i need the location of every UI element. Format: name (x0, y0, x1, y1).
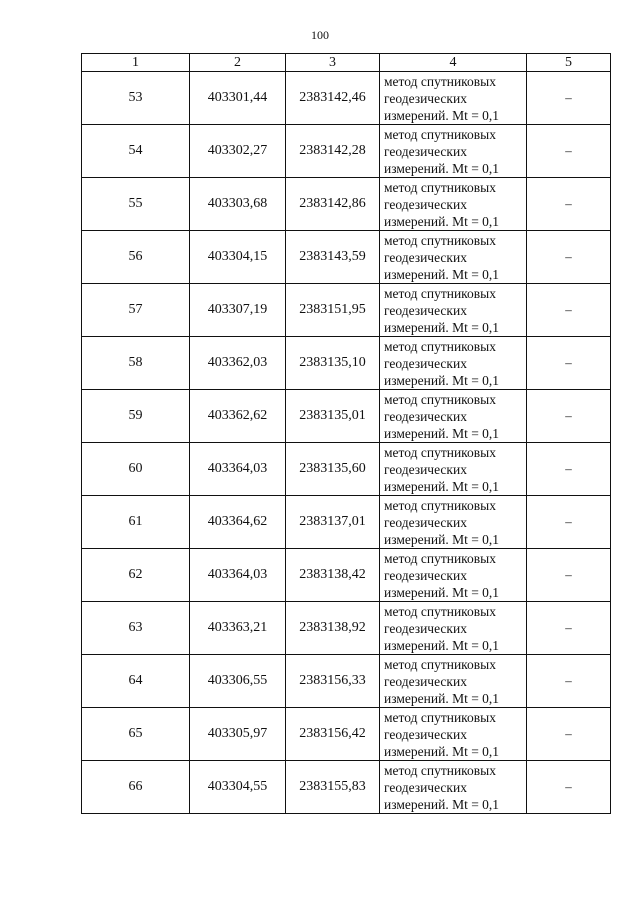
coordinates-table (81, 53, 611, 814)
y-coordinate-cell: 2383156,33 (286, 655, 380, 708)
point-number-cell: 58 (82, 337, 190, 390)
x-coordinate-cell: 403362,03 (190, 337, 286, 390)
point-number-cell: 60 (82, 443, 190, 496)
header-col-1: 1 (82, 54, 190, 72)
y-coordinate-cell: 2383143,59 (286, 231, 380, 284)
table-row (82, 231, 611, 284)
y-coordinate-cell: 2383135,10 (286, 337, 380, 390)
note-cell: – (527, 231, 611, 284)
method-cell (380, 72, 527, 125)
method-line: геодезических (384, 196, 467, 212)
method-line: геодезических (384, 620, 467, 636)
x-coordinate-cell: 403301,44 (190, 72, 286, 125)
method-line: геодезических (384, 355, 467, 371)
x-coordinate-cell: 403302,27 (190, 125, 286, 178)
method-cell (380, 708, 527, 761)
method-line: геодезических (384, 408, 467, 424)
method-cell (380, 231, 527, 284)
note-cell: – (527, 655, 611, 708)
method-line: измерений. Mt = 0,1 (384, 107, 500, 123)
method-line: метод спутниковых (384, 603, 496, 619)
method-line: метод спутниковых (384, 656, 496, 672)
x-coordinate-cell: 403364,03 (190, 443, 286, 496)
method-line: геодезических (384, 302, 467, 318)
x-coordinate-cell: 403363,21 (190, 602, 286, 655)
table-row (82, 708, 611, 761)
method-line: метод спутниковых (384, 444, 496, 460)
note-cell: – (527, 708, 611, 761)
method-line: метод спутниковых (384, 179, 496, 195)
note-cell: – (527, 496, 611, 549)
method-line: геодезических (384, 726, 467, 742)
point-number-cell: 56 (82, 231, 190, 284)
note-cell: – (527, 761, 611, 814)
method-line: метод спутниковых (384, 73, 496, 89)
method-cell (380, 443, 527, 496)
method-line: измерений. Mt = 0,1 (384, 637, 500, 653)
x-coordinate-cell: 403304,55 (190, 761, 286, 814)
x-coordinate-cell: 403364,03 (190, 549, 286, 602)
method-cell (380, 178, 527, 231)
x-coordinate-cell: 403362,62 (190, 390, 286, 443)
header-col-4: 4 (380, 54, 527, 72)
method-line: геодезических (384, 249, 467, 265)
method-line: геодезических (384, 567, 467, 583)
method-line: измерений. Mt = 0,1 (384, 690, 500, 706)
y-coordinate-cell: 2383135,01 (286, 390, 380, 443)
method-line: измерений. Mt = 0,1 (384, 478, 500, 494)
x-coordinate-cell: 403307,19 (190, 284, 286, 337)
y-coordinate-cell: 2383142,86 (286, 178, 380, 231)
y-coordinate-cell: 2383138,92 (286, 602, 380, 655)
point-number-cell: 61 (82, 496, 190, 549)
method-line: измерений. Mt = 0,1 (384, 213, 500, 229)
method-line: измерений. Mt = 0,1 (384, 160, 500, 176)
point-number-cell: 59 (82, 390, 190, 443)
y-coordinate-cell: 2383138,42 (286, 549, 380, 602)
method-cell (380, 655, 527, 708)
page-number: 100 (311, 28, 329, 42)
point-number-cell: 64 (82, 655, 190, 708)
point-number-cell: 57 (82, 284, 190, 337)
table-body (82, 72, 611, 814)
x-coordinate-cell: 403303,68 (190, 178, 286, 231)
method-line: измерений. Mt = 0,1 (384, 372, 500, 388)
x-coordinate-cell: 403304,15 (190, 231, 286, 284)
method-cell (380, 284, 527, 337)
point-number-cell: 66 (82, 761, 190, 814)
table-row (82, 602, 611, 655)
method-line: метод спутниковых (384, 550, 496, 566)
method-line: метод спутниковых (384, 232, 496, 248)
y-coordinate-cell: 2383142,46 (286, 72, 380, 125)
method-line: измерений. Mt = 0,1 (384, 531, 500, 547)
y-coordinate-cell: 2383155,83 (286, 761, 380, 814)
table-row (82, 655, 611, 708)
x-coordinate-cell: 403306,55 (190, 655, 286, 708)
method-cell (380, 125, 527, 178)
method-line: метод спутниковых (384, 391, 496, 407)
table-row (82, 390, 611, 443)
method-line: геодезических (384, 779, 467, 795)
method-line: измерений. Mt = 0,1 (384, 743, 500, 759)
table-row (82, 72, 611, 125)
method-line: метод спутниковых (384, 497, 496, 513)
point-number-cell: 65 (82, 708, 190, 761)
method-cell (380, 549, 527, 602)
point-number-cell: 53 (82, 72, 190, 125)
method-cell (380, 496, 527, 549)
x-coordinate-cell: 403305,97 (190, 708, 286, 761)
header-col-5: 5 (527, 54, 611, 72)
note-cell: – (527, 390, 611, 443)
table-row (82, 549, 611, 602)
note-cell: – (527, 125, 611, 178)
header-col-2: 2 (190, 54, 286, 72)
method-cell (380, 337, 527, 390)
note-cell: – (527, 284, 611, 337)
method-line: геодезических (384, 514, 467, 530)
point-number-cell: 62 (82, 549, 190, 602)
method-line: измерений. Mt = 0,1 (384, 584, 500, 600)
y-coordinate-cell: 2383156,42 (286, 708, 380, 761)
note-cell: – (527, 337, 611, 390)
x-coordinate-cell: 403364,62 (190, 496, 286, 549)
y-coordinate-cell: 2383142,28 (286, 125, 380, 178)
method-line: геодезических (384, 673, 467, 689)
point-number-cell: 54 (82, 125, 190, 178)
note-cell: – (527, 72, 611, 125)
table-row (82, 443, 611, 496)
point-number-cell: 63 (82, 602, 190, 655)
y-coordinate-cell: 2383151,95 (286, 284, 380, 337)
method-line: метод спутниковых (384, 126, 496, 142)
note-cell: – (527, 178, 611, 231)
method-cell (380, 390, 527, 443)
y-coordinate-cell: 2383137,01 (286, 496, 380, 549)
method-line: геодезических (384, 461, 467, 477)
method-line: метод спутниковых (384, 338, 496, 354)
method-line: измерений. Mt = 0,1 (384, 796, 500, 812)
method-line: геодезических (384, 90, 467, 106)
point-number-cell: 55 (82, 178, 190, 231)
note-cell: – (527, 443, 611, 496)
method-line: измерений. Mt = 0,1 (384, 266, 500, 282)
table-row (82, 178, 611, 231)
method-line: геодезических (384, 143, 467, 159)
method-cell (380, 602, 527, 655)
note-cell: – (527, 549, 611, 602)
table-row (82, 337, 611, 390)
note-cell: – (527, 602, 611, 655)
method-line: измерений. Mt = 0,1 (384, 319, 500, 335)
table-row (82, 761, 611, 814)
header-row (82, 54, 611, 72)
table-row (82, 496, 611, 549)
method-line: измерений. Mt = 0,1 (384, 425, 500, 441)
header-col-3: 3 (286, 54, 380, 72)
table-row (82, 284, 611, 337)
table-header (82, 54, 611, 72)
method-line: метод спутниковых (384, 762, 496, 778)
table-row (82, 125, 611, 178)
method-line: метод спутниковых (384, 285, 496, 301)
y-coordinate-cell: 2383135,60 (286, 443, 380, 496)
method-cell (380, 761, 527, 814)
method-line: метод спутниковых (384, 709, 496, 725)
